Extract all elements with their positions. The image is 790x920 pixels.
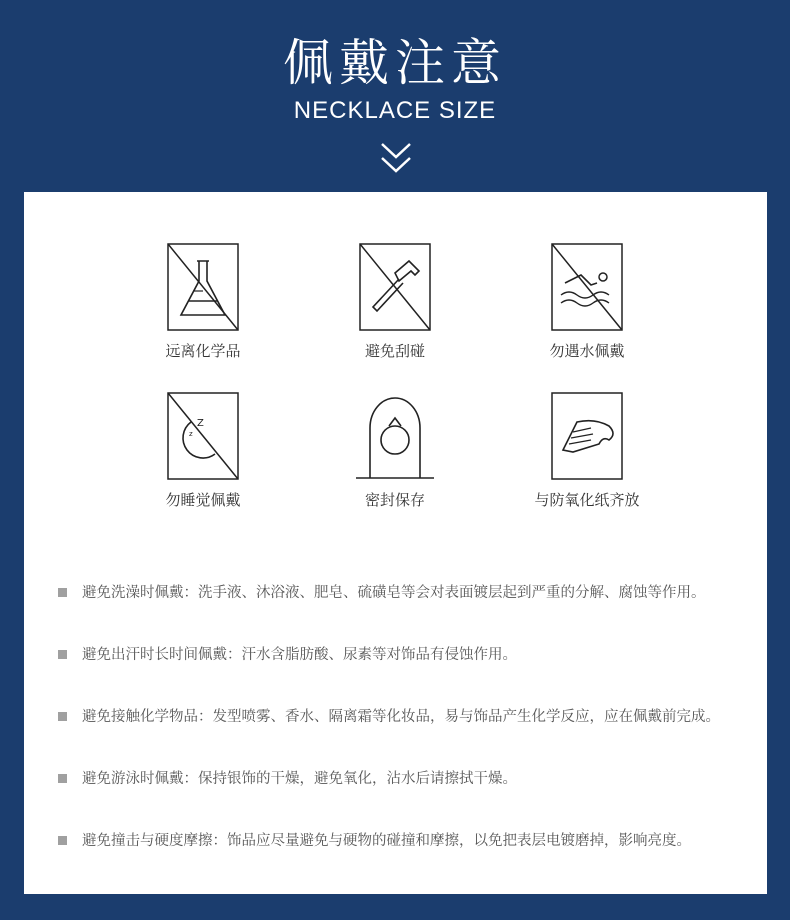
svg-text:Z: Z bbox=[197, 418, 204, 429]
note-item bbox=[58, 644, 738, 666]
icon-label: 远离化学品 bbox=[165, 342, 241, 360]
svg-text:z: z bbox=[189, 430, 193, 438]
double-chevron-down-icon bbox=[379, 140, 413, 176]
care-panel bbox=[24, 192, 767, 894]
note-text: 避免撞击与硬度摩擦：饰品应尽量避免与硬物的碰撞和摩擦，以免把表层电镀磨掉，影响亮度。 bbox=[82, 833, 691, 849]
header bbox=[0, 0, 790, 192]
page-title: 佩戴注意 bbox=[283, 34, 507, 92]
icon-item-sealed bbox=[295, 392, 495, 510]
note-item bbox=[58, 706, 738, 728]
icon-item-chemicals bbox=[103, 243, 303, 361]
icon-item-hammer bbox=[295, 243, 495, 361]
note-text: 避免接触化学物品：发型喷雾、香水、隔离霜等化妆品，易与饰品产生化学反应，应在佩戴前完成。 bbox=[82, 709, 720, 725]
bullet-square-icon bbox=[58, 712, 67, 721]
sealed-ring-icon bbox=[350, 392, 440, 480]
note-text: 避免洗澡时佩戴：洗手液、沐浴液、肥皂、硫磺皂等会对表面镀层起到严重的分解、腐蚀等作用。 bbox=[82, 585, 706, 601]
icon-label: 密封保存 bbox=[364, 491, 425, 509]
note-item bbox=[58, 768, 738, 790]
note-item bbox=[58, 582, 738, 604]
no-hammer-icon bbox=[359, 243, 431, 331]
bullet-square-icon bbox=[58, 588, 67, 597]
bullet-square-icon bbox=[58, 774, 67, 783]
page-subtitle: NECKLACE SIZE bbox=[293, 97, 497, 124]
no-sleeping-icon bbox=[167, 392, 239, 480]
bullet-square-icon bbox=[58, 836, 67, 845]
icon-label: 勿遇水佩戴 bbox=[549, 342, 625, 360]
icon-item-sleeping bbox=[103, 392, 303, 510]
icon-label: 避免刮碰 bbox=[364, 342, 425, 360]
icon-label: 与防氧化纸齐放 bbox=[534, 491, 640, 509]
note-text: 避免出汗时长时间佩戴：汗水含脂肪酸、尿素等对饰品有侵蚀作用。 bbox=[82, 647, 517, 663]
bullet-square-icon bbox=[58, 650, 67, 659]
note-item bbox=[58, 830, 738, 852]
icon-label: 勿睡觉佩戴 bbox=[165, 491, 241, 509]
icon-item-paper bbox=[487, 392, 687, 510]
no-chemicals-icon bbox=[167, 243, 239, 331]
icon-item-swimming bbox=[487, 243, 687, 361]
no-swimming-icon bbox=[551, 243, 623, 331]
note-text: 避免游泳时佩戴：保持银饰的干燥，避免氧化，沾水后请擦拭干燥。 bbox=[82, 771, 517, 787]
anti-oxidation-paper-icon bbox=[551, 392, 623, 480]
